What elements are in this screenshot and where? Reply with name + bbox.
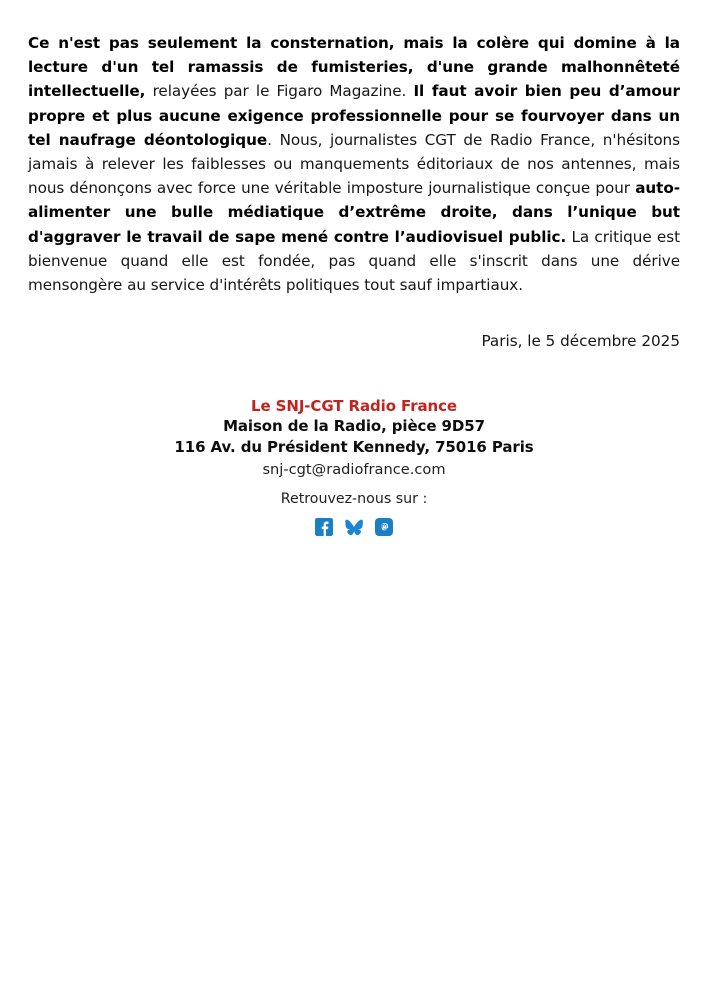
contact-email[interactable]: snj-cgt@radiofrance.com (262, 461, 446, 478)
bluesky-icon[interactable] (345, 518, 363, 536)
mastodon-icon[interactable] (375, 518, 393, 536)
letter-body (28, 31, 680, 297)
body-segment-0: Ce n'est pas seulement la consternation, mais la colère qui domine à la lecture d'un tel ramassis de fumisteries, d'une grande malhonnêteté intellectuelle, (28, 34, 680, 101)
follow-label: Retrouvez-nous sur : (280, 491, 428, 507)
address-line-1: Maison de la Radio, pièce 9D57 (223, 417, 485, 435)
date-text: Paris, le 5 décembre 2025 (481, 332, 680, 350)
body-segment-1: relayées par le Figaro Magazine. (145, 82, 414, 101)
body-segment-5: La critique est bienvenue quand elle est fondée, pas quand elle s'inscrit dans une dérive mensongère au service d'intérêts politiques tout sauf impartiaux. (28, 227, 680, 295)
body-segment-3: . Nous, journalistes CGT de Radio France, n'hésitons jamais à relever les faiblesses ou manquements éditoriaux de nos antennes, mais nous dénonçons avec force une véritable imposture journalistique conçue pour (28, 130, 680, 198)
body-paragraph (28, 31, 680, 297)
signature-block (28, 396, 680, 536)
body-segment-4: auto-alimenter une bulle médiatique d’extrême droite, dans l’unique but d'aggraver le travail de sape mené contre l’audiovisuel public. (28, 179, 680, 246)
address-line-2: 116 Av. du Président Kennedy, 75016 Paris (174, 438, 534, 456)
organization-name: Le SNJ-CGT Radio France (251, 397, 457, 415)
facebook-icon[interactable] (315, 518, 333, 536)
date-line (28, 330, 680, 352)
body-segment-2: Il faut avoir bien peu d’amour propre et plus aucune exigence professionnelle pour se fourvoyer dans un tel naufrage déontologique (28, 82, 680, 149)
social-links-row (28, 518, 680, 536)
